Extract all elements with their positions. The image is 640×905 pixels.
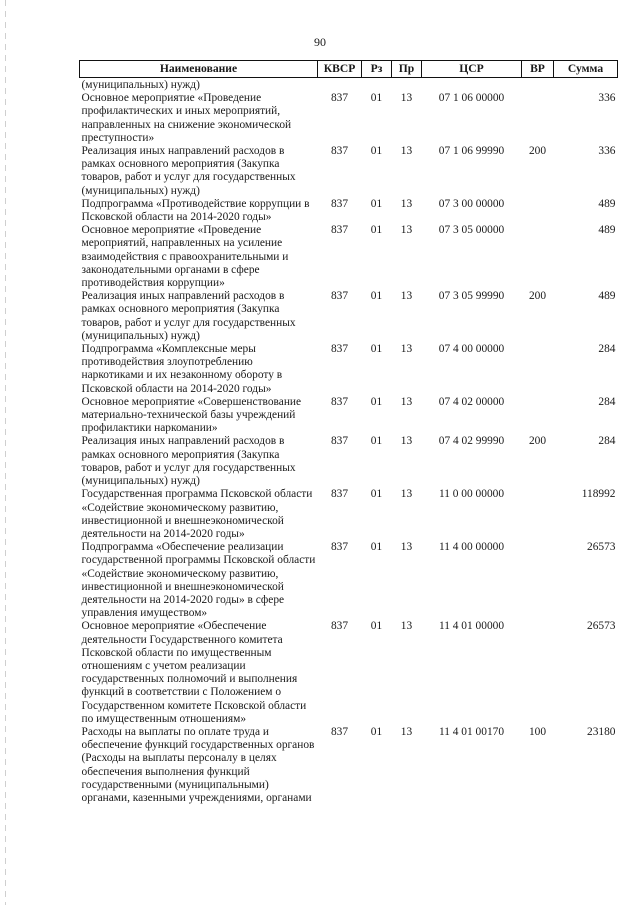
- header-vr: ВР: [522, 61, 554, 78]
- row-name: Основное мероприятие «Обеспечение деятельности Государственного комитета Псковской области по имущественным отношениям с учетом реализации государственных полномочий и выполнения функций в соответствии с Положением о Государственном комитете Псковской области по имущественным отношениям»: [81, 620, 307, 725]
- row-vr: [522, 78, 554, 93]
- row-name: Подпрограмма «Противодействие коррупции в Псковской области на 2014-2020 годы»: [81, 197, 310, 224]
- row-pr: 13: [400, 197, 413, 210]
- header-kvsr: КВСР: [318, 61, 362, 78]
- row-vr: 200: [528, 145, 547, 158]
- row-kvsr: 837: [330, 725, 349, 738]
- page-number: 90: [314, 35, 326, 49]
- row-csr: [422, 78, 522, 93]
- table-row: [80, 620, 618, 726]
- row-csr: 07 4 02 00000: [438, 395, 505, 408]
- row-vr: [522, 343, 554, 396]
- row-rz: 01: [370, 224, 383, 237]
- row-pr: 13: [400, 343, 413, 356]
- row-rz: 01: [370, 197, 383, 210]
- row-vr: [522, 620, 554, 726]
- row-sum: 26573: [587, 620, 616, 633]
- row-csr: 07 1 06 99990: [438, 145, 505, 158]
- row-rz: 01: [370, 435, 383, 448]
- header-pr: Пр: [392, 61, 422, 78]
- row-name: Расходы на выплаты по оплате труда и обеспечение функций государственных органов (Расходы на выплаты персоналу в целях обеспечения выполнения функций государственными (муниципальными) органами, казенными учреждениями, органами: [81, 725, 315, 804]
- row-rz: 01: [370, 343, 383, 356]
- row-name: Реализация иных направлений расходов в рамках основного мероприятия (Закупка товаров, работ и услуг для государственных (муниципальных) нужд): [81, 435, 296, 488]
- row-rz: 01: [370, 92, 383, 105]
- row-name: Реализация иных направлений расходов в рамках основного мероприятия (Закупка товаров, работ и услуг для государственных (муниципальных) нужд): [81, 290, 296, 342]
- header-sum: Сумма: [554, 61, 618, 78]
- row-sum: 336: [598, 145, 616, 158]
- table-row: [80, 343, 618, 396]
- row-kvsr: 837: [330, 145, 349, 158]
- row-name: (муниципальных) нужд): [81, 79, 200, 91]
- row-kvsr: 837: [330, 197, 349, 210]
- row-pr: 13: [400, 395, 413, 408]
- row-rz: 01: [370, 541, 383, 554]
- row-name: Основное мероприятие «Проведение профилактических и иных мероприятий, направленных на снижение экономической преступности»: [81, 92, 292, 144]
- row-vr: 200: [528, 435, 547, 448]
- row-csr: 11 0 00 00000: [438, 488, 505, 501]
- row-vr: [522, 198, 554, 224]
- row-kvsr: 837: [330, 541, 349, 554]
- row-name: Реализация иных направлений расходов в рамках основного мероприятия (Закупка товаров, работ и услуг для государственных (муниципальных) нужд): [81, 145, 296, 197]
- row-rz: [362, 78, 392, 93]
- row-csr: 07 4 00 00000: [438, 343, 505, 356]
- row-sum: [554, 78, 618, 93]
- row-vr: 200: [528, 290, 547, 303]
- row-pr: 13: [400, 620, 413, 633]
- row-pr: 13: [400, 725, 413, 738]
- row-rz: 01: [370, 395, 383, 408]
- table-row: [80, 198, 618, 224]
- table-row: [80, 488, 618, 541]
- row-kvsr: 837: [330, 488, 349, 501]
- row-sum: 489: [598, 197, 616, 210]
- row-vr: [522, 488, 554, 541]
- budget-table: [79, 60, 618, 805]
- table-row: [80, 290, 618, 343]
- row-csr: 11 4 01 00170: [438, 725, 505, 738]
- row-csr: 07 3 05 99990: [438, 290, 505, 303]
- row-pr: 13: [400, 92, 413, 105]
- row-kvsr: 837: [330, 92, 349, 105]
- row-csr: 11 4 00 00000: [438, 541, 505, 554]
- table-row: [80, 145, 618, 198]
- row-sum: 284: [598, 435, 616, 448]
- row-rz: 01: [370, 488, 383, 501]
- row-pr: 13: [400, 224, 413, 237]
- header-csr: ЦСР: [422, 61, 522, 78]
- row-sum: 489: [598, 290, 616, 303]
- row-csr: 07 3 00 00000: [438, 197, 505, 210]
- row-name: Основное мероприятие «Совершенствование материально-технической базы учреждений профилактики наркомании»: [81, 395, 302, 435]
- row-name: Подпрограмма «Комплексные меры противодействия злоупотреблению наркотиками и их незаконному обороту в Псковской области на 2014-2020 годы»: [81, 343, 283, 395]
- row-csr: 07 4 02 99990: [438, 435, 505, 448]
- row-kvsr: 837: [330, 395, 349, 408]
- table-row: [80, 726, 618, 805]
- row-pr: [392, 78, 422, 93]
- row-csr: 07 3 05 00000: [438, 224, 505, 237]
- row-vr: [522, 224, 554, 290]
- row-csr: 07 1 06 00000: [438, 92, 505, 105]
- row-kvsr: 837: [330, 435, 349, 448]
- row-pr: 13: [400, 435, 413, 448]
- table-header-row: [80, 61, 618, 78]
- row-sum: 26573: [587, 541, 616, 554]
- row-vr: 100: [528, 725, 547, 738]
- row-pr: 13: [400, 290, 413, 303]
- table-row: [80, 78, 618, 93]
- row-sum: 336: [598, 92, 616, 105]
- row-sum: 489: [598, 224, 616, 237]
- table-row: [80, 396, 618, 436]
- row-vr: [522, 92, 554, 145]
- row-kvsr: [318, 78, 362, 93]
- row-rz: 01: [370, 145, 383, 158]
- row-sum: 284: [598, 343, 616, 356]
- header-name: Наименование: [80, 61, 318, 78]
- row-rz: 01: [370, 290, 383, 303]
- table-row: [80, 224, 618, 290]
- row-pr: 13: [400, 488, 413, 501]
- row-sum: 23180: [587, 725, 616, 738]
- table-row: [80, 541, 618, 620]
- row-pr: 13: [400, 145, 413, 158]
- row-kvsr: 837: [330, 224, 349, 237]
- row-rz: 01: [370, 620, 383, 633]
- table-row: [80, 92, 618, 145]
- row-rz: 01: [370, 725, 383, 738]
- header-rz: Рз: [362, 61, 392, 78]
- table-row: [80, 435, 618, 488]
- row-pr: 13: [400, 541, 413, 554]
- row-name: Основное мероприятие «Проведение мероприятий, направленных на усиление взаимодействия с правоохранительными и законодательными органами в сфере противодействия коррупции»: [81, 224, 289, 290]
- row-name: Подпрограмма «Обеспечение реализации государственной программы Псковской области «Содействие экономическому развитию, инвестиционной и внешнеэкономической деятельности на 2014-2020 годы» в сфере управления имуществом»: [81, 541, 316, 620]
- row-kvsr: 837: [330, 290, 349, 303]
- row-vr: [522, 396, 554, 436]
- row-sum: 118992: [581, 488, 616, 501]
- row-sum: 284: [598, 395, 616, 408]
- row-csr: 11 4 01 00000: [438, 620, 505, 633]
- row-vr: [522, 541, 554, 620]
- row-kvsr: 837: [330, 620, 349, 633]
- row-kvsr: 837: [330, 343, 349, 356]
- scan-edge: [5, 0, 6, 905]
- row-name: Государственная программа Псковской области «Содействие экономическому развитию, инвестиционной и внешнеэкономической деятельности на 2014-2020 годы»: [81, 488, 313, 540]
